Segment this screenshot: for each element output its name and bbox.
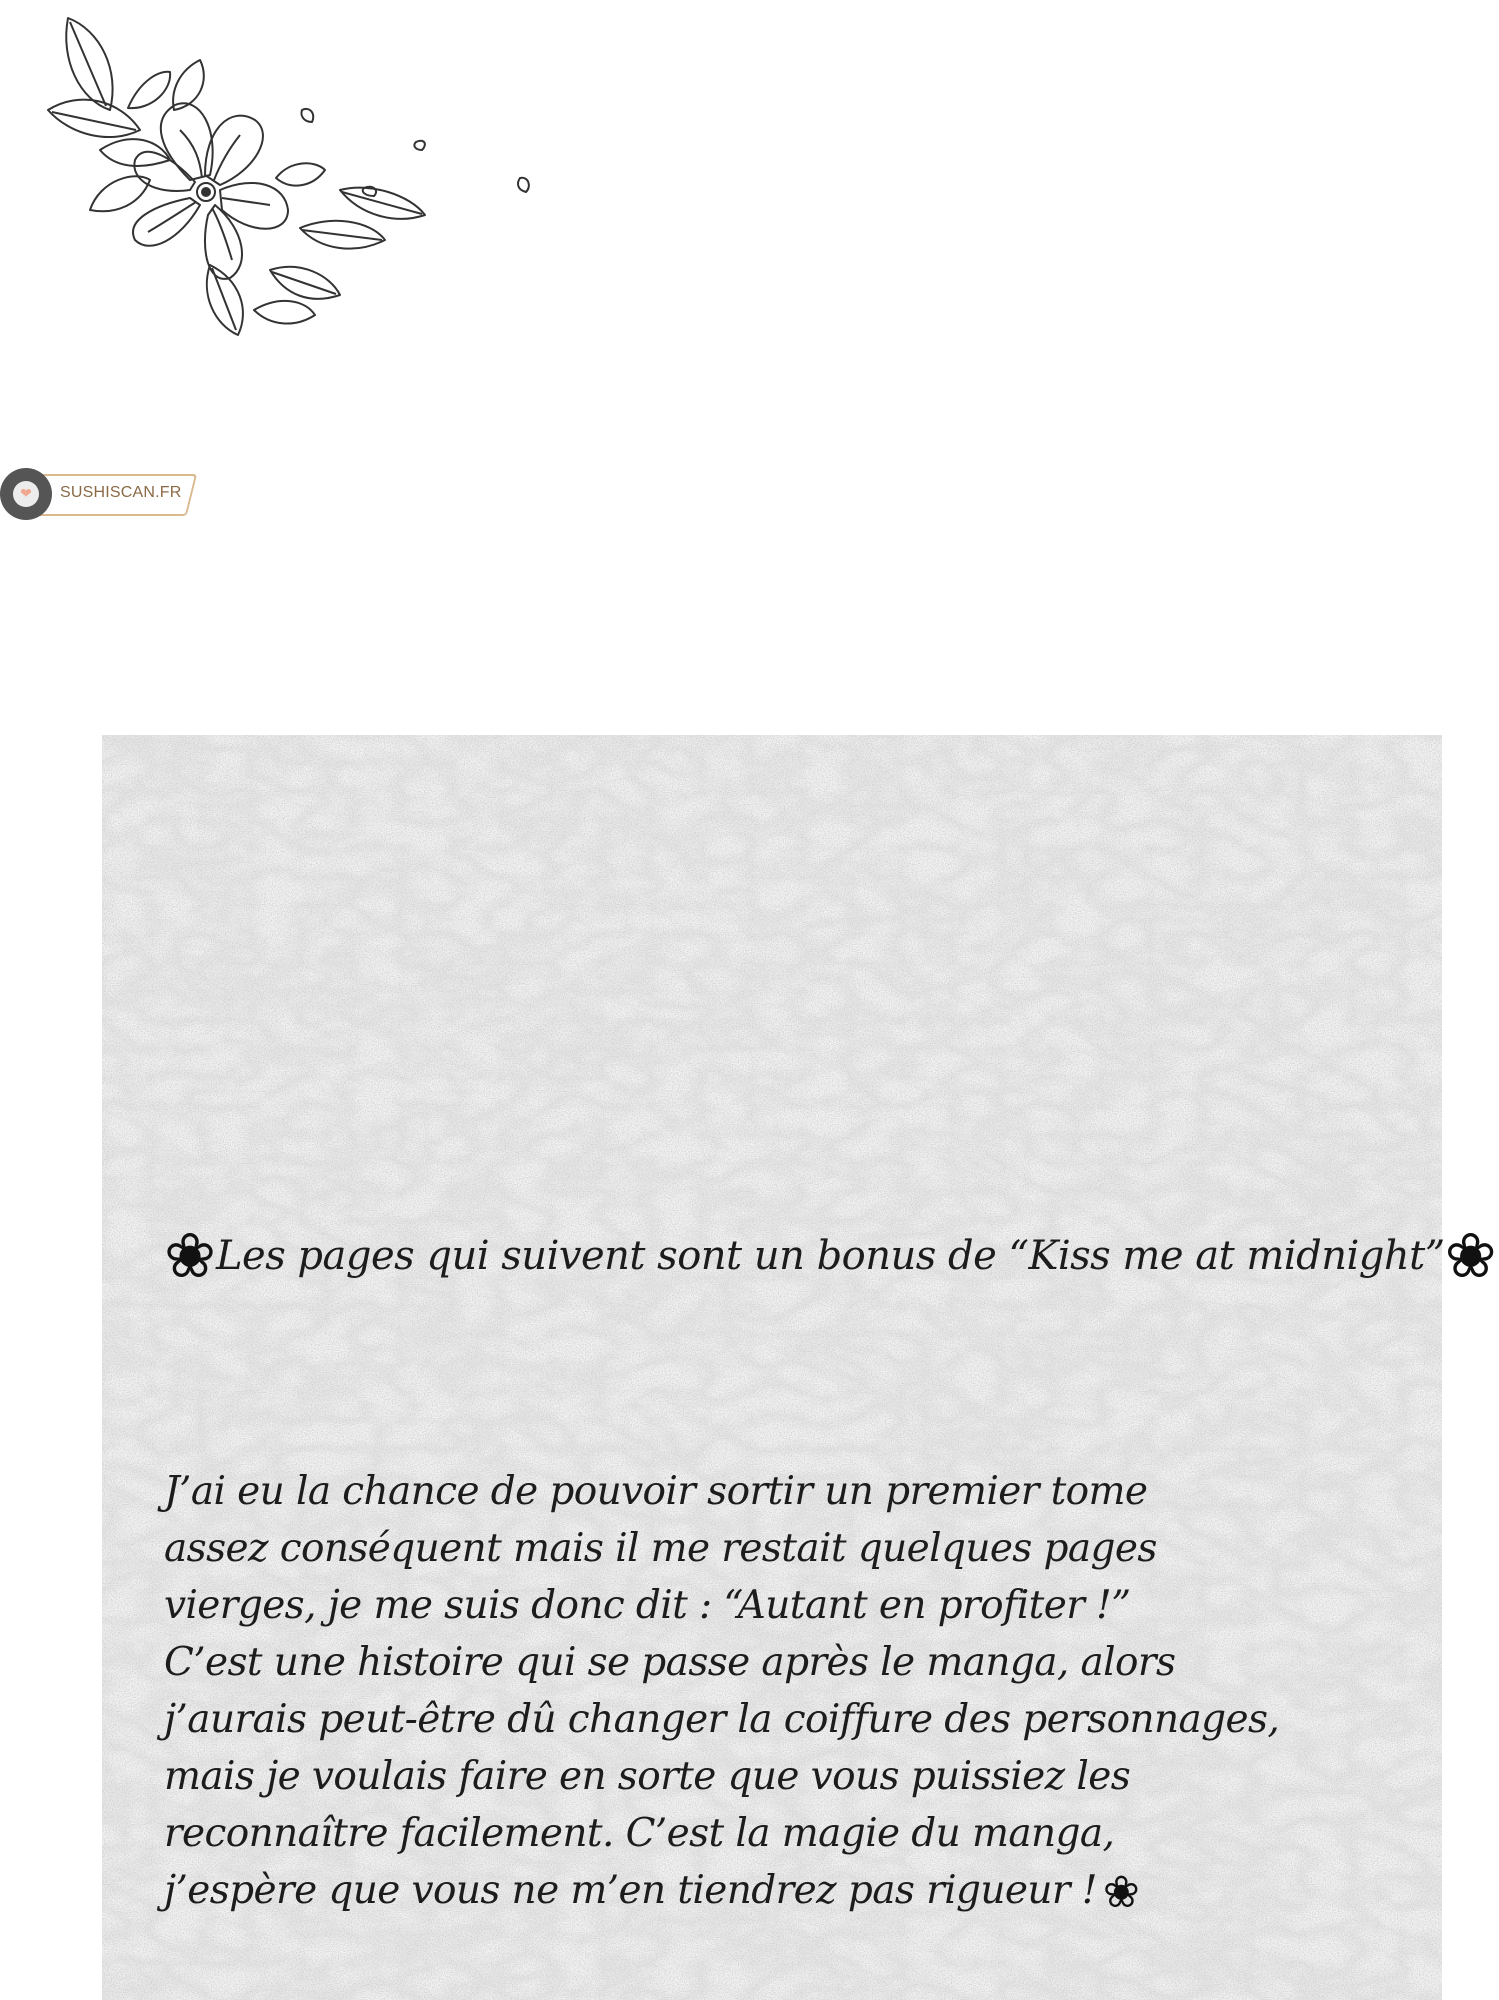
note-line: assez conséquent mais il me restait quelques pages: [164, 1526, 1157, 1571]
source-watermark: [0, 468, 200, 520]
flower-icon: ❀: [1102, 1867, 1140, 1918]
note-line-text: j’espère que vous ne m’en tiendrez pas rigueur !: [164, 1868, 1097, 1913]
watermark-site-name: SUSHISCAN.FR: [60, 484, 182, 501]
watermark-logo: [0, 468, 52, 520]
note-line: mais je voulais faire en sorte que vous puissiez les: [164, 1754, 1131, 1799]
note-line: j’aurais peut-être dû changer la coiffure des personnages,: [164, 1697, 1280, 1742]
note-line: vierges, je me suis donc dit : “Autant en profiter !”: [164, 1583, 1131, 1628]
flower-icon: ❀: [1444, 1219, 1497, 1292]
note-line: C’est une histoire qui se passe après le manga, alors: [164, 1640, 1176, 1685]
textured-paper-panel: [102, 735, 1497, 2000]
author-note: [164, 1463, 1280, 1921]
note-line: reconnaître facilement. C’est la magie du manga,: [164, 1811, 1115, 1856]
flower-icon: ❀: [164, 1219, 216, 1292]
floral-ornament-icon: [40, 10, 600, 350]
heart-icon: ❤: [13, 481, 39, 507]
bonus-heading: [164, 1219, 1497, 1292]
bonus-heading-text: Les pages qui suivent sont un bonus de “Kiss me at midnight”: [215, 1233, 1445, 1279]
note-line: J’ai eu la chance de pouvoir sortir un premier tome: [164, 1469, 1148, 1514]
note-line-last: [164, 1862, 1244, 1921]
